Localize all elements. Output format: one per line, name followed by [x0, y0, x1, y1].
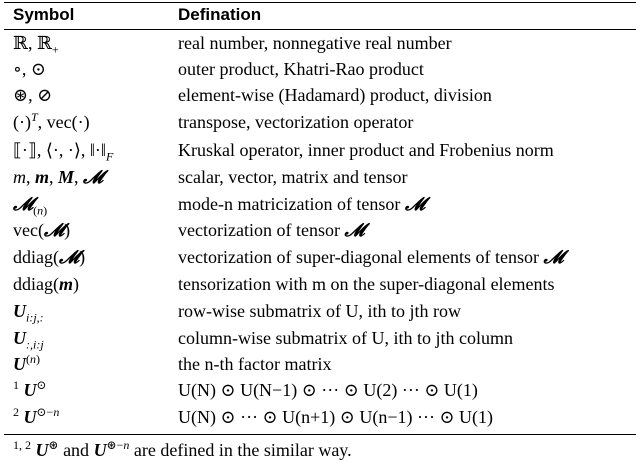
- definition-cell: element-wise (Hadamard) product, division: [178, 85, 492, 105]
- symbol-cell: ⟦·⟧, ⟨·, ·⟩, $‖\cdot‖_F$: [13, 140, 114, 164]
- definition-cell: tensorization with m on the super-diagonal elements: [178, 274, 555, 294]
- table-row: [0, 271, 640, 297]
- symbol-cell: ∘, ⊙: [13, 59, 46, 79]
- header-definition: Defination: [178, 5, 262, 24]
- definition-cell: scalar, vector, matrix and tensor: [178, 167, 408, 187]
- definition-cell: vectorization of super-diagonal elements of tensor 𝓜: [178, 247, 564, 268]
- table-row: [0, 82, 640, 108]
- symbol-cell: $U_{i:j,:}$: [13, 301, 44, 325]
- definition-cell: U(N) ⊙ ··· ⊙ U(n+1) ⊙ U(n−1) ··· ⊙ U(1): [178, 407, 494, 427]
- symbol-cell: ⊛, ⊘: [13, 85, 53, 105]
- symbol-cell: vec(𝓜): [13, 220, 71, 241]
- table-row: [0, 137, 640, 163]
- table-row: [0, 244, 640, 270]
- footnote: $^{1, 2}$ U⊛ and $U^{⊛-n}$ are defined in the similar way.: [13, 438, 352, 460]
- definition-cell: transpose, vectorization operator: [178, 112, 414, 132]
- symbol-cell: ddiag(𝓜): [13, 247, 86, 268]
- table-row: [0, 30, 640, 56]
- table-row: [0, 56, 640, 82]
- definition-cell: row-wise submatrix of U, ith to jth row: [178, 301, 461, 321]
- symbol-cell: $(\cdot)^T$, vec(·): [13, 110, 90, 132]
- symbol-cell: ddiag(m): [13, 274, 79, 294]
- table-row: [0, 298, 640, 324]
- symbol-cell: $U_{:,i:j}$: [13, 328, 44, 352]
- definition-cell: the n-th factor matrix: [178, 354, 332, 374]
- table-row: [0, 351, 640, 377]
- definition-cell: column-wise submatrix of U, ith to jth column: [178, 328, 513, 348]
- definition-cell: U(N) ⊙ U(N−1) ⊙ ··· ⊙ U(2) ··· ⊙ U(1): [178, 380, 478, 400]
- table-row: [0, 217, 640, 243]
- table-row: [0, 191, 640, 217]
- symbol-cell: 𝓜$_{(n)}$: [13, 194, 48, 218]
- definition-cell: mode-n matricization of tensor 𝓜: [178, 194, 426, 215]
- table-row: [0, 325, 640, 351]
- bottom-rule: [4, 434, 636, 435]
- definition-cell: outer product, Khatri-Rao product: [178, 59, 424, 79]
- symbol-cell: $^1$ U⊙: [13, 378, 47, 400]
- table-row: [0, 109, 640, 135]
- table-row: [0, 377, 640, 403]
- header-symbol: Symbol: [13, 5, 75, 24]
- table-row: [0, 164, 640, 190]
- symbol-cell: m, m, M, 𝓜: [13, 167, 104, 188]
- definition-cell: Kruskal operator, inner product and Frobenius norm: [178, 140, 554, 160]
- top-rule: [4, 2, 636, 3]
- symbol-cell: $^2$ $U^{⊙-n}$: [13, 405, 60, 427]
- footnote-text: are defined in the similar way.: [133, 440, 352, 460]
- table-row: [0, 404, 640, 430]
- definition-cell: vectorization of tensor 𝓜: [178, 220, 365, 241]
- symbol-cell: ℝ, ℝ$_+$: [13, 33, 59, 57]
- symbol-cell: $U^{(n)}$: [13, 352, 40, 374]
- definition-cell: real number, nonnegative real number: [178, 33, 452, 53]
